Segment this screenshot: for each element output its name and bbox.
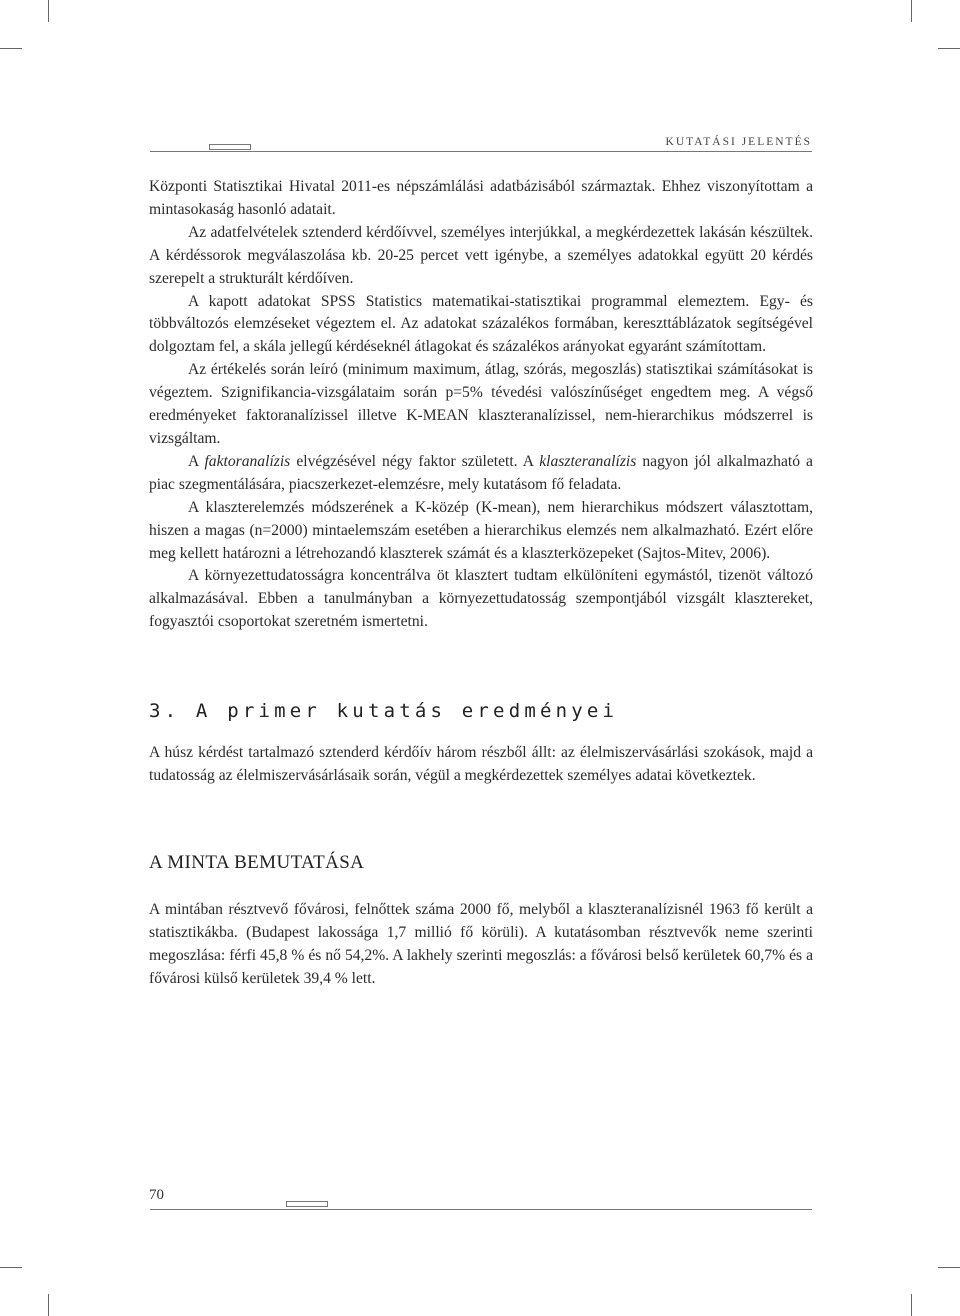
crop-mark [48, 0, 49, 22]
paragraph: A kapott adatokat SPSS Statistics matematikai-statisztikai programmal elemeztem. Egy- és többváltozós elemzéseket végeztem el. Az adatokat százalékos formában, kereszttáblázatok segítségével dolgoztam fel, a skála jellegű kérdéseknél átlagokat és százalékos arányokat egyaránt számítottam. [149, 292, 813, 356]
paragraph: A környezettudatosságra koncentrálva öt klasztert tudtam elkülöníteni egymástól, tizenöt változó alkalmazásával. Ebben a tanulmányban a környezettudatosság szempontjából vizsgált klasztereket, fogyasztói csoportokat szeretném ismertetni. [149, 567, 813, 631]
paragraph: Központi Statisztikai Hivatal 2011-es népszámlálási adatbázisából származtak. Ehhez viszonyítottam a mintasokaság hasonló adatait. [149, 178, 813, 218]
crop-mark [938, 48, 960, 49]
crop-mark [0, 48, 22, 49]
crop-mark [911, 0, 912, 22]
methods-text [149, 176, 813, 634]
crop-mark [911, 1294, 912, 1316]
section-intro [149, 741, 813, 787]
term-faktoranalizis: faktoranalízis [204, 452, 291, 470]
page-number: 70 [149, 1187, 164, 1203]
paragraph: Az adatfelvételek sztenderd kérdőívvel, személyes interjúkkal, a megkérdezettek lakásán készültek. A kérdéssorok megválaszolása kb. 20-25 percet vett igénybe, a személyes adatokkal együtt 20 kérdés szerepelt a strukturált kérdőíven. [149, 223, 813, 287]
crop-mark [0, 1267, 22, 1268]
term-klaszteranalizis: klaszteranalízis [539, 452, 637, 470]
paragraph: Az értékelés során leíró (minimum maximum, átlag, szórás, megoszlás) statisztikai számításokat is végeztem. Szignifikancia-vizsgálataim során p=5% tévedési valószínűséget engedtem meg. A végső eredményeket faktoranalízissel illetve K-MEAN klaszteranalízissel, nem-hierarchikus módszerrel is vizsgáltam. [149, 361, 813, 447]
header-rule [150, 151, 812, 152]
subsection-heading: A MINTA BEMUTATÁSA [149, 852, 365, 873]
running-head: KUTATÁSI JELENTÉS [665, 136, 812, 148]
paragraph: A húsz kérdést tartalmazó sztenderd kérdőív három részből állt: az élelmiszervásárlási szokások, majd a tudatosság az élelmiszervásárlásaik során, végül a megkérdezettek személyes adatai következtek. [149, 744, 813, 784]
footer-ornament [286, 1201, 328, 1207]
paragraph: A mintában résztvevő fővárosi, felnőttek száma 2000 fő, melyből a klaszteranalízisnél 1963 fő került a statisztikákba. (Budapest lakossága 1,7 millió fő körüli). A kutatásomban résztvevők neme szerinti megoszlása: férfi 45,8 % és nő 54,2%. A lakhely szerinti megoszlás: a fővárosi belső kerületek 60,7% és a fővárosi külső kerületek 39,4 % lett. [149, 901, 813, 987]
header-ornament [209, 144, 251, 150]
section-title: 3. A primer kutatás eredményei [149, 700, 619, 722]
sample-description [149, 898, 813, 990]
crop-mark [48, 1294, 49, 1316]
paragraph: A faktoranalízis elvégzésével négy faktor született. A klaszteranalízis nagyon jól alkalmazható a piac szegmentálására, piacszerkezet-elemzésre, mely kutatásom fő feladata. [149, 452, 813, 493]
footer-rule [150, 1209, 812, 1210]
paragraph: A klaszterelemzés módszerének a K-közép (K-mean), nem hierarchikus módszert választottam, hiszen a magas (n=2000) mintaelemszám esetében a hierarchikus elemzés nem alkalmazható. Ezért előre meg kellett határozni a létrehozandó klaszterek számát és a klaszterközepeket (Sajtos-Mitev, 2006). [149, 498, 813, 562]
crop-mark [938, 1267, 960, 1268]
